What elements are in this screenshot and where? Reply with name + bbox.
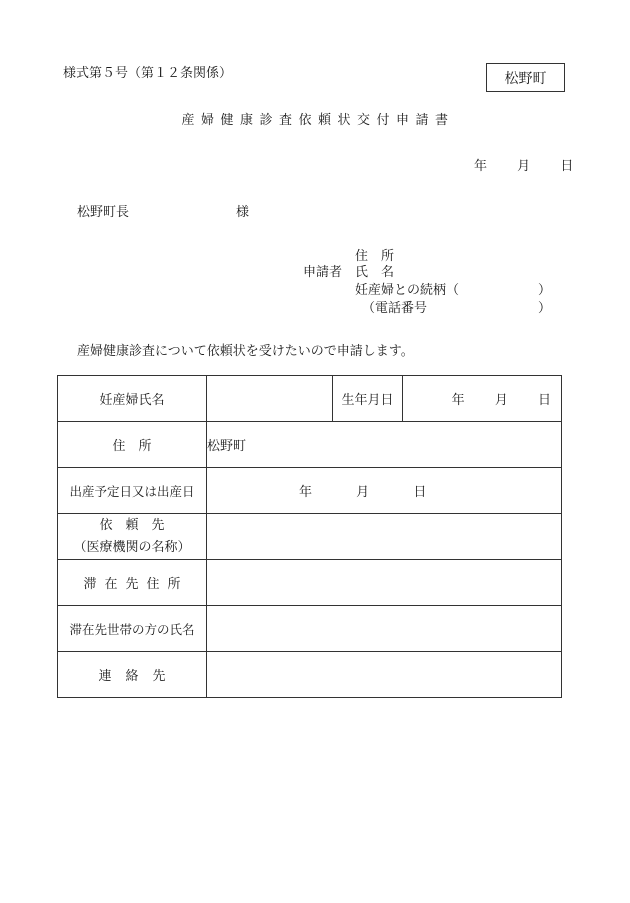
addressee-name: 松野町長	[77, 205, 130, 220]
contact-field[interactable]	[207, 652, 562, 698]
due-date-label: 出産予定日又は出産日	[58, 468, 207, 514]
table-row	[58, 652, 562, 698]
birthdate-year-label: 年	[451, 393, 465, 408]
date-month-label: 月	[517, 159, 531, 174]
application-statement: 産婦健康診査について依頼状を受けたいので申請します。	[77, 344, 414, 359]
applicant-phone-label: （電話番号	[362, 301, 428, 316]
form-title: 産婦健康診査依頼状交付申請書	[181, 113, 455, 128]
stay-address-field[interactable]	[207, 560, 562, 606]
mother-name-label: 妊産婦氏名	[58, 376, 207, 422]
relation-close-paren: ）	[538, 283, 552, 298]
birthdate-label: 生年月日	[333, 376, 403, 422]
stay-householder-field[interactable]	[207, 606, 562, 652]
application-table	[57, 375, 562, 698]
request-to-label-line2: （医療機関の名称）	[73, 539, 191, 555]
form-number: 様式第５号（第１２条関係）	[63, 66, 233, 81]
municipality-stamp-box	[486, 63, 565, 92]
request-to-field[interactable]	[207, 514, 562, 560]
date-day-label: 日	[560, 159, 574, 174]
table-row	[58, 422, 562, 468]
applicant-label: 申請者	[303, 265, 343, 280]
table-row	[58, 606, 562, 652]
request-to-label	[58, 514, 207, 560]
birthdate-month-label: 月	[494, 393, 508, 408]
municipality-stamp-text: 松野町	[504, 70, 547, 87]
phone-close-paren: ）	[538, 301, 552, 316]
due-year-label: 年	[299, 485, 313, 500]
applicant-name-label: 氏 名	[355, 265, 395, 280]
table-row	[58, 468, 562, 514]
stay-address-label: 滞在先住所	[58, 560, 207, 606]
applicant-relation-label: 妊産婦との続柄（	[355, 283, 460, 298]
table-row	[58, 514, 562, 560]
due-month-label: 月	[356, 485, 370, 500]
date-year-label: 年	[474, 159, 488, 174]
address-field[interactable]: 松野町	[207, 422, 562, 468]
request-to-label-line1: 依 頼 先	[99, 517, 165, 533]
address-label: 住 所	[58, 422, 207, 468]
due-date-field[interactable]	[207, 468, 562, 514]
mother-name-field[interactable]	[207, 376, 333, 422]
contact-label: 連絡先	[58, 652, 207, 698]
table-row	[58, 560, 562, 606]
stay-householder-label: 滞在先世帯の方の氏名	[58, 606, 207, 652]
birthdate-day-label: 日	[537, 393, 551, 408]
addressee-honorific: 様	[236, 205, 250, 220]
birthdate-field[interactable]	[403, 376, 562, 422]
table-row	[58, 376, 562, 422]
application-date	[474, 160, 573, 173]
due-day-label: 日	[413, 485, 427, 500]
applicant-address-label: 住 所	[355, 249, 395, 264]
